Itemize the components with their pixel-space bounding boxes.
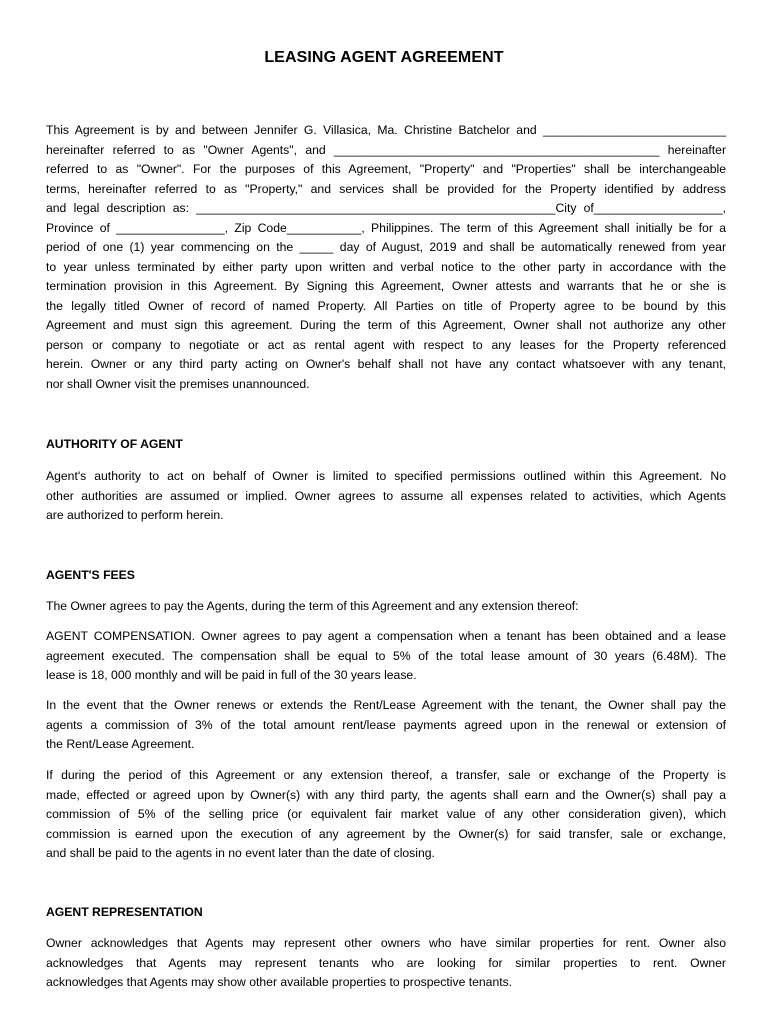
paragraph-line: Province of ________________, Zip Code___________, Philippines. The term of this Agreement shall initially be for a [46, 220, 726, 235]
document-title: LEASING AGENT AGREEMENT [264, 49, 504, 66]
paragraph-line: AGENT COMPENSATION. Owner agrees to pay agent a compensation when a tenant has been obtained and a lease [46, 629, 726, 643]
representation-paragraph [46, 934, 726, 993]
paragraph-line: agreement executed. The compensation shall be equal to 5% of the total lease amount of 30 years (6.48M). The [46, 648, 726, 663]
paragraph-line: In the event that the Owner renews or extends the Rent/Lease Agreement with the tenant, the Owner shall pay the [46, 698, 726, 712]
paragraph-line: agents a commission of 3% of the total amount rent/lease payments agreed upon in the renewal or extension of [46, 717, 726, 732]
paragraph-line: to year unless terminated by either party upon written and verbal notice to the other party in accordance with the [46, 259, 726, 274]
paragraph-line: person or company to negotiate or act as rental agent with respect to any leases for the Property referenced [46, 337, 726, 352]
fees-intro [46, 597, 726, 617]
paragraph-line: nor shall Owner visit the premises unannounced. [46, 376, 310, 391]
paragraph-line: Agent's authority to act on behalf of Owner is limited to specified permissions outlined within this Agreement. No [46, 469, 726, 483]
paragraph-line: commission of 5% of the selling price (or equivalent fair market value of any other consideration given), which [46, 807, 726, 821]
paragraph-line: If during the period of this Agreement or any extension thereof, a transfer, sale or exchange of the Property is [46, 768, 726, 782]
renewal-paragraph [46, 696, 726, 755]
paragraph-line: Owner acknowledges that Agents may represent other owners who have similar properties for rent. Owner also [46, 936, 726, 950]
paragraph-line: the legally titled Owner of record of named Property. All Parties on title of Property agree to be bound by this [46, 298, 726, 313]
paragraph-line: and shall be paid to the agents in no event later than the date of closing. [46, 846, 435, 860]
paragraph-line: termination provision in this Agreement. By Signing this Agreement, Owner attests and warrants that he or she is [46, 279, 726, 293]
paragraph-line: acknowledges that Agents may show other available properties to prospective tenants. [46, 975, 513, 989]
paragraph-line: other authorities are assumed or implied. Owner agrees to assume all expenses related to activities, which Agents [46, 488, 726, 503]
section-heading-representation: AGENT REPRESENTATION [46, 905, 203, 919]
paragraph-line: This Agreement is by and between Jennifer G. Villasica, Ma. Christine Batchelor and ___________________________ [46, 123, 726, 137]
transfer-paragraph [46, 766, 726, 864]
paragraph-line: and legal description as: _____________________________________________________City of___________________, [46, 201, 726, 215]
section-heading-fees: AGENT'S FEES [46, 568, 135, 582]
paragraph-line: made, effected or agreed upon by Owner(s) with any third party, the agents shall earn and the Owner(s) shall pay a [46, 787, 726, 802]
paragraph-line: are authorized to perform herein. [46, 508, 224, 522]
authority-paragraph [46, 467, 726, 526]
paragraph-line: period of one (1) year commencing on the _____ day of August, 2019 and shall be automatically renewed from year [46, 240, 726, 254]
paragraph-line: herein. Owner or any third party acting on Owner's behalf shall not have any contact whatsoever with any tenant, [46, 357, 726, 371]
section-heading-authority: AUTHORITY OF AGENT [46, 437, 183, 451]
paragraph-line: hereinafter referred to as "Owner Agents", and ________________________________________________ hereinafter [46, 142, 726, 157]
compensation-paragraph [46, 627, 726, 686]
paragraph-line: The Owner agrees to pay the Agents, during the term of this Agreement and any extension thereof: [46, 599, 579, 613]
paragraph-line: the Rent/Lease Agreement. [46, 737, 195, 751]
paragraph-line: lease is 18, 000 monthly and will be paid in full of the 30 years lease. [46, 668, 417, 682]
paragraph-line: commission is earned upon the execution of any agreement by the Owner(s) for said transfer, sale or exchange, [46, 826, 726, 841]
paragraph-line: Agreement and must sign this agreement. During the term of this Agreement, Owner shall not authorize any other [46, 318, 726, 332]
paragraph-line: terms, hereinafter referred to as "Property," and services shall be provided for the Property identified by address [46, 181, 726, 196]
paragraph-line: referred to as "Owner". For the purposes of this Agreement, "Property" and "Properties" shall be interchangeable [46, 162, 726, 176]
intro-paragraph [46, 121, 726, 394]
paragraph-line: acknowledges that Agents may represent tenants who are looking for similar properties to rent. Owner [46, 955, 726, 970]
